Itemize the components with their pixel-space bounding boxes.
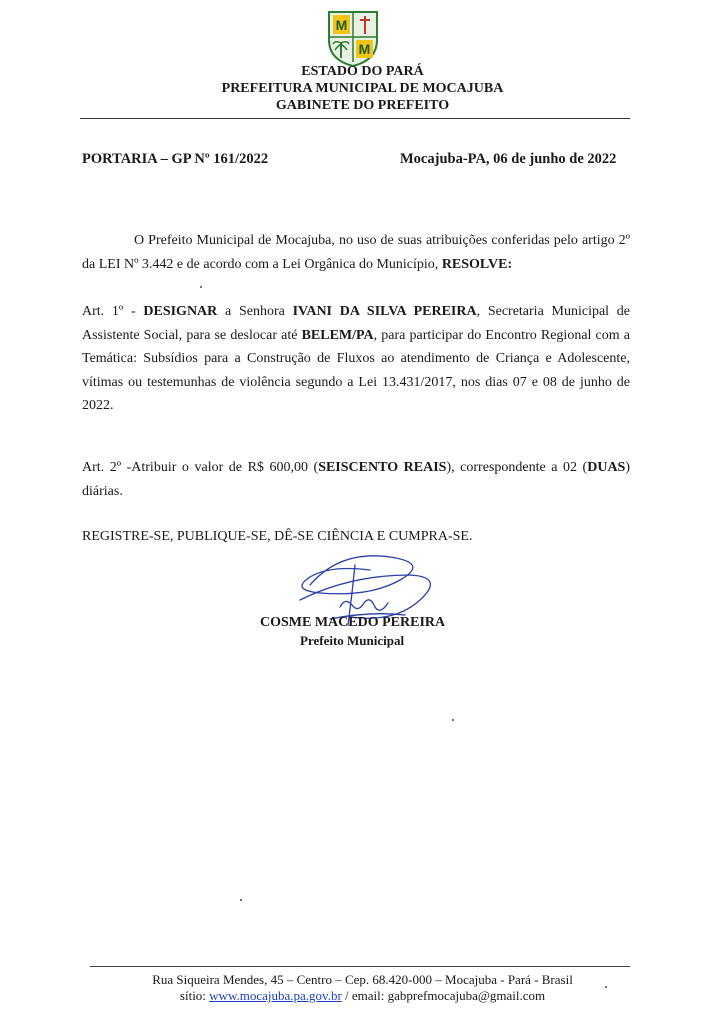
email-address: gabprefmocajuba@gmail.com	[387, 988, 546, 1003]
crest-letter-right: M	[358, 41, 371, 57]
crest-letter-left: M	[335, 17, 348, 33]
art2-text-3: ) diárias.	[82, 460, 631, 499]
article-2	[82, 456, 630, 503]
footer-email-label: / email:	[341, 988, 388, 1003]
header-cabinet: GABINETE DO PREFEITO	[275, 98, 450, 113]
footer-site-label: sítio:	[179, 988, 210, 1003]
art2-days-words: DUAS	[587, 460, 626, 475]
art2-value-words: SEISCENTO REAIS	[318, 460, 447, 475]
footer-divider	[90, 966, 630, 967]
signer-name: COSME MACEDO PEREIRA	[260, 615, 446, 630]
footer-address: Rua Siqueira Mendes, 45 – Centro – Cep. 68.420-000 – Mocajuba - Pará - Brasil	[152, 972, 573, 987]
art1-text-2: , Secretaria Municipal de Assistente Social, para se deslocar até	[82, 304, 631, 343]
art1-name: IVANI DA SILVA PEREIRA	[292, 304, 477, 319]
art1-text-3: , para participar do Encontro Regional com a Temática: Subsídios para a Construção de Fluxos ao atendimento de Criança e Adolescente, vítimas ou testemunhas de violência segundo a Lei 13.431/2017, nos dias 07 e 08 de junho de 2022.	[82, 327, 631, 413]
art1-prefix: Art. 1º -	[82, 304, 144, 319]
art1-destination: BELEM/PA	[301, 327, 374, 343]
scan-speck	[200, 286, 202, 288]
scan-speck	[452, 719, 454, 721]
article-1	[82, 300, 630, 418]
header-divider	[80, 118, 630, 119]
art2-text-2: ), correspondente a 02 (	[446, 460, 588, 475]
intro-resolve: RESOLVE:	[441, 256, 513, 272]
scan-speck	[240, 899, 242, 901]
intro-text: O Prefeito Municipal de Mocajuba, no uso de suas atribuições conferidas pelo artigo 2º da LEI Nº 3.442 e de acordo com a Lei Orgânica do Município,	[82, 233, 630, 272]
art2-text-1: Art. 2º -Atribuir o valor de R$ 600,00 (	[82, 460, 319, 475]
municipal-crest-logo	[325, 6, 381, 68]
website-link[interactable]: www.mocajuba.pa.gov.br	[209, 988, 342, 1003]
art1-text-1: a Senhora	[217, 304, 293, 319]
header-state: ESTADO DO PARÁ	[301, 64, 424, 79]
intro-paragraph	[82, 229, 630, 276]
document-place-date: Mocajuba-PA, 06 de junho de 2022	[400, 151, 617, 167]
art1-verb: DESIGNAR	[143, 304, 218, 319]
document-number: PORTARIA – GP Nº 161/2022	[82, 151, 269, 167]
header-prefecture: PREFEITURA MUNICIPAL DE MOCAJUBA	[221, 81, 504, 96]
footer-contact	[0, 988, 725, 1004]
signer-role: Prefeito Municipal	[300, 633, 405, 648]
closing-formula: REGISTRE-SE, PUBLIQUE-SE, DÊ-SE CIÊNCIA E CUMPRA-SE.	[82, 529, 473, 544]
